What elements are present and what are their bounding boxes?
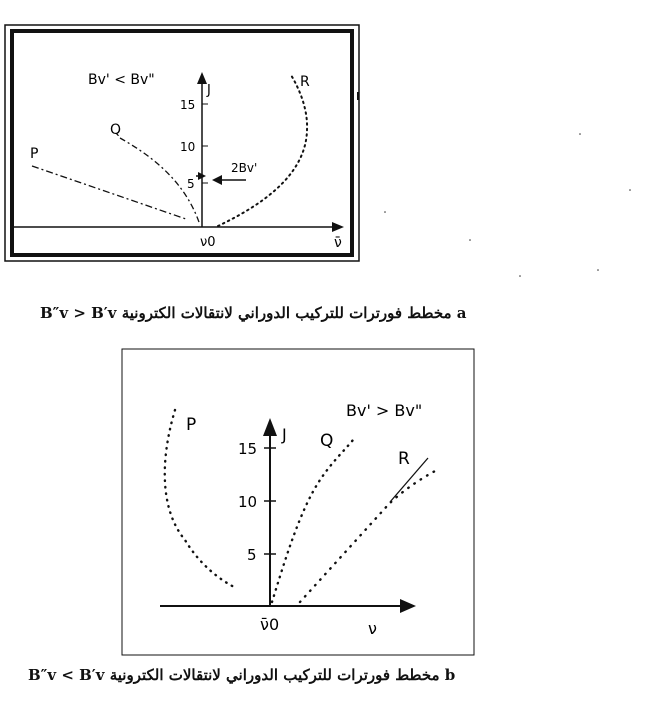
origin-label-a: ν0 [200, 235, 216, 250]
scan-speck [629, 189, 631, 191]
scan-speck [597, 269, 599, 271]
caption-condition-b: B″v < B′v [28, 666, 105, 684]
scan-speck [469, 239, 471, 241]
caption-condition-a: B″v > B′v [40, 304, 117, 322]
y-axis-arrow-b [263, 418, 277, 436]
q-label-a: Q [110, 122, 122, 138]
scan-speck [384, 211, 386, 213]
legend-b: Bv' > Bv" [346, 401, 423, 420]
frame-b [122, 349, 474, 655]
fortrat-diagram-b [0, 340, 660, 660]
x-axis-label-a: ν̄ [334, 235, 342, 251]
r-label-b: R [398, 449, 410, 469]
r-branch-b [300, 470, 437, 602]
tick-label-10-b: 10 [238, 493, 258, 511]
caption-text-b: مخطط فورترات للتركيب الدوراني لانتقالات الكترونية [109, 666, 440, 684]
r-branch-a [218, 75, 307, 226]
x-axis-arrow-b [400, 599, 416, 613]
annotation-2bv-a: 2Bv' [231, 161, 258, 175]
x-axis-arrow-a [332, 222, 344, 232]
y-axis-label-b: J [282, 425, 287, 444]
origin-label-b: ν̄0 [260, 615, 280, 634]
legend-a: Bv' < Bv" [88, 72, 155, 88]
y-axis-label-a: J [207, 83, 211, 98]
p-label-b: P [186, 415, 197, 435]
tick-label-5-a: 5 [187, 177, 195, 191]
p-label-a: P [30, 146, 39, 162]
y-axis-arrow-a [197, 72, 207, 84]
tick-label-10-a: 10 [180, 140, 196, 154]
x-axis-label-b: ν [368, 619, 377, 638]
scan-speck [579, 133, 581, 135]
fortrat-diagram-a [0, 0, 660, 300]
caption-letter-b: b [444, 666, 456, 684]
r-label-a: R [300, 74, 310, 90]
annotation-arrowhead-a [212, 175, 222, 185]
tick-label-15-b: 15 [238, 440, 258, 458]
tick-label-15-a: 15 [180, 98, 196, 112]
caption-a [40, 304, 467, 322]
caption-text-a: مخطط فورترات للتركيب الدوراني لانتقالات الكترونية [121, 304, 452, 322]
scan-speck [519, 275, 521, 277]
caption-b [28, 666, 455, 684]
q-branch-b [272, 440, 353, 602]
p-branch-b [165, 410, 236, 588]
p-branch-a [32, 166, 186, 219]
tick-label-5-b: 5 [247, 546, 257, 564]
caption-letter-a: a [456, 304, 467, 322]
q-label-b: Q [320, 431, 334, 451]
